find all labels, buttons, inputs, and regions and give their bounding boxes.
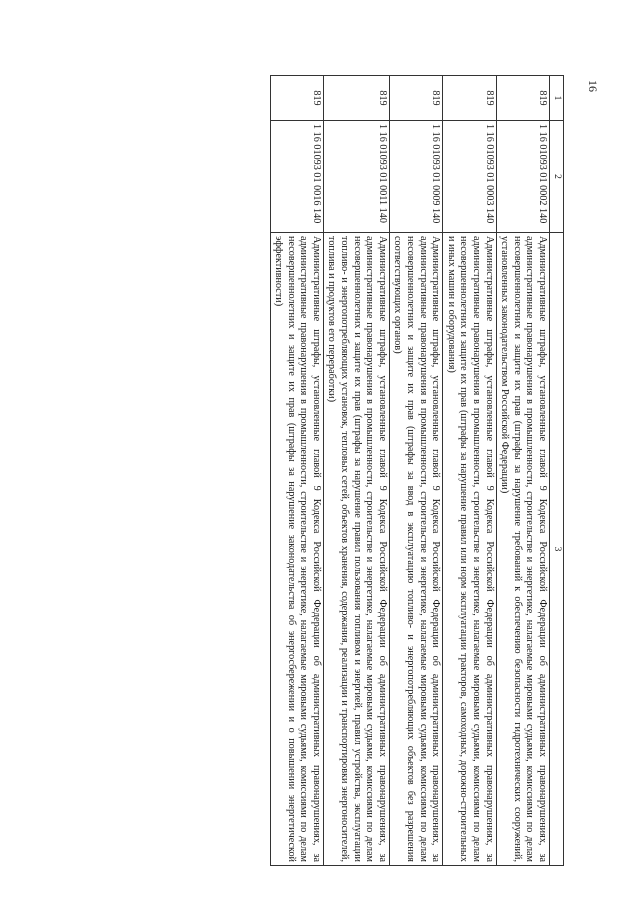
table-row [270,76,323,866]
column-header-3: 3 [550,233,564,866]
description-cell: Административные штрафы, установленные главой 9 Кодекса Российской Федерации об административных правонарушениях, за административные правонарушения в промышленности, строительстве и энергетике, налагаемые мировыми судьями, комиссиями по делам несовершеннолетних и защите их прав (штрафы за нарушение законодательства об энергосбережении и о повышении энергетической эффективности) [270,233,323,866]
budget-codes-table [270,75,564,866]
admin-code-cell: 819 [389,76,442,121]
table-row [323,76,389,866]
admin-code-cell: 819 [323,76,389,121]
description-cell: Административные штрафы, установленные главой 9 Кодекса Российской Федерации об административных правонарушениях, за административные правонарушения в промышленности, строительстве и энергетике, налагаемые мировыми судьями, комиссиями по делам несовершеннолетних и защите их прав (штрафы за нарушение требований к обеспечению безопасности гидротехнических сооружений, установленных законодательством Российской Федерации) [496,233,549,866]
description-cell: Административные штрафы, установленные главой 9 Кодекса Российской Федерации об административных правонарушениях, за административные правонарушения в промышленности, строительстве и энергетике, налагаемые мировыми судьями, комиссиями по делам несовершеннолетних и защите их прав (штрафы за нарушение правил или норм эксплуатации тракторов, самоходных, дорожно-строительных и иных машин и оборудования) [443,233,496,866]
kbk-code-cell: 1 16 01093 01 0009 140 [389,121,442,233]
admin-code-cell: 819 [496,76,549,121]
kbk-code-cell: 1 16 01093 01 0003 140 [443,121,496,233]
table-row [389,76,442,866]
column-header-1: 1 [550,76,564,121]
description-cell: Административные штрафы, установленные главой 9 Кодекса Российской Федерации об административных правонарушениях, за административные правонарушения в промышленности, строительстве и энергетике, налагаемые мировыми судьями, комиссиями по делам несовершеннолетних и защите их прав (штрафы за нарушение правил пользования топливом и энергией, правил устройства, эксплуатации топливо- и энергопотребляющих установок, тепловых сетей, объектов хранения, содержания, реализации и транспортировки энергоносителей, топлива и продуктов его переработки) [323,233,389,866]
table-row [496,76,549,866]
admin-code-cell: 819 [443,76,496,121]
kbk-code-cell: 1 16 01093 01 0002 140 [496,121,549,233]
page-number: 16 [586,80,600,92]
rotated-table-container [114,75,564,865]
kbk-code-cell: 1 16 01093 01 0016 140 [270,121,323,233]
table-row [443,76,496,866]
admin-code-cell: 819 [270,76,323,121]
description-cell: Административные штрафы, установленные главой 9 Кодекса Российской Федерации об административных правонарушениях, за административные правонарушения в промышленности, строительстве и энергетике, налагаемые мировыми судьями, комиссиями по делам несовершеннолетних и защите их прав (штрафы за ввод в эксплуатацию топливо- и энергопотребляющих объектов без разрешения соответствующих органов) [389,233,442,866]
table-header-row [550,76,564,866]
kbk-code-cell: 1 16 01093 01 0011 140 [323,121,389,233]
column-header-2: 2 [550,121,564,233]
